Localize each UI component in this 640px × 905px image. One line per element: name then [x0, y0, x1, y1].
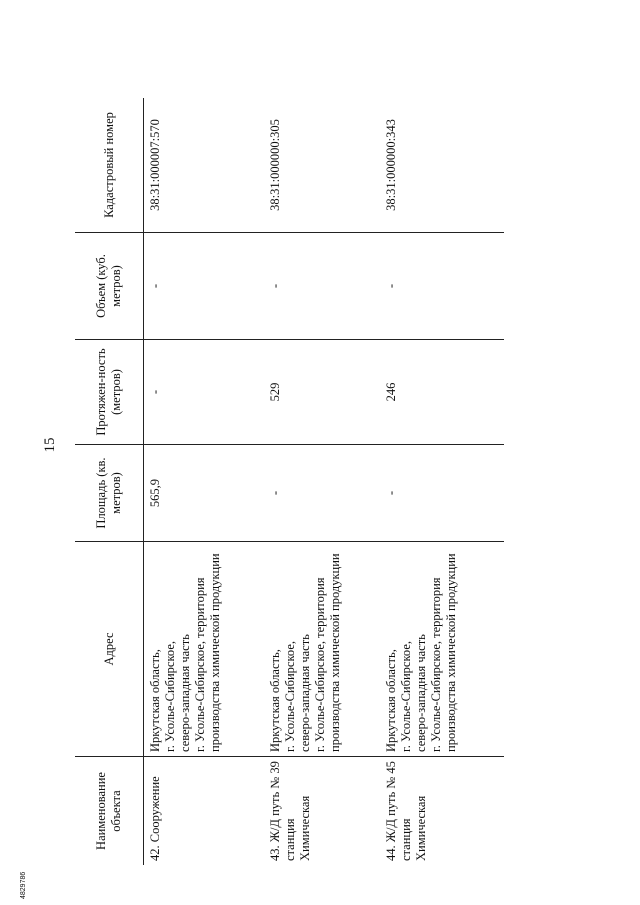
- cell-cadastral: 38:31:000000:305: [264, 98, 380, 233]
- cell-area: 565,9: [144, 445, 265, 542]
- cell-volume: -: [264, 233, 380, 340]
- header-area: Площадь (кв. метров): [75, 445, 144, 542]
- table-row: [380, 98, 504, 865]
- cell-length: -: [144, 340, 265, 445]
- cell-cadastral: 38:31:000000:343: [380, 98, 504, 233]
- page-number: 15: [42, 437, 58, 453]
- cell-length: 529: [264, 340, 380, 445]
- cell-length: 246: [380, 340, 504, 445]
- header-cadastral: Кадастровый номер: [75, 98, 144, 233]
- cell-area: -: [264, 445, 380, 542]
- header-address: Адрес: [75, 542, 144, 757]
- cell-address: Иркутская область, г. Усолье-Сибирское, северо-западная часть г. Усолье-Сибирское, территория производства химической продукции: [144, 542, 265, 757]
- cell-cadastral: 38:31:000007:570: [144, 98, 265, 233]
- cell-area: -: [380, 445, 504, 542]
- cell-name: 43. Ж/Д путь № 39 станция Химическая: [268, 761, 312, 861]
- cell-name: 42. Сооружение: [148, 776, 162, 861]
- header-name: Наименование объекта: [75, 757, 144, 866]
- objects-table: [75, 98, 504, 865]
- header-volume: Объем (куб. метров): [75, 233, 144, 340]
- document-code: 4829786: [20, 871, 27, 899]
- cell-address: Иркутская область, г. Усолье-Сибирское, северо-западная часть г. Усолье-Сибирское, территория производства химической продукции: [380, 542, 504, 757]
- cell-address: Иркутская область, г. Усолье-Сибирское, северо-западная часть г. Усолье-Сибирское, территория производства химической продукции: [264, 542, 380, 757]
- header-length: Протяжен-ность (метров): [75, 340, 144, 445]
- cell-volume: -: [144, 233, 265, 340]
- table-row: [264, 98, 380, 865]
- cell-volume: -: [380, 233, 504, 340]
- cell-name: 44. Ж/Д путь № 45 станция Химическая: [384, 761, 428, 861]
- table-row: [144, 98, 265, 865]
- table-header-row: [75, 98, 144, 865]
